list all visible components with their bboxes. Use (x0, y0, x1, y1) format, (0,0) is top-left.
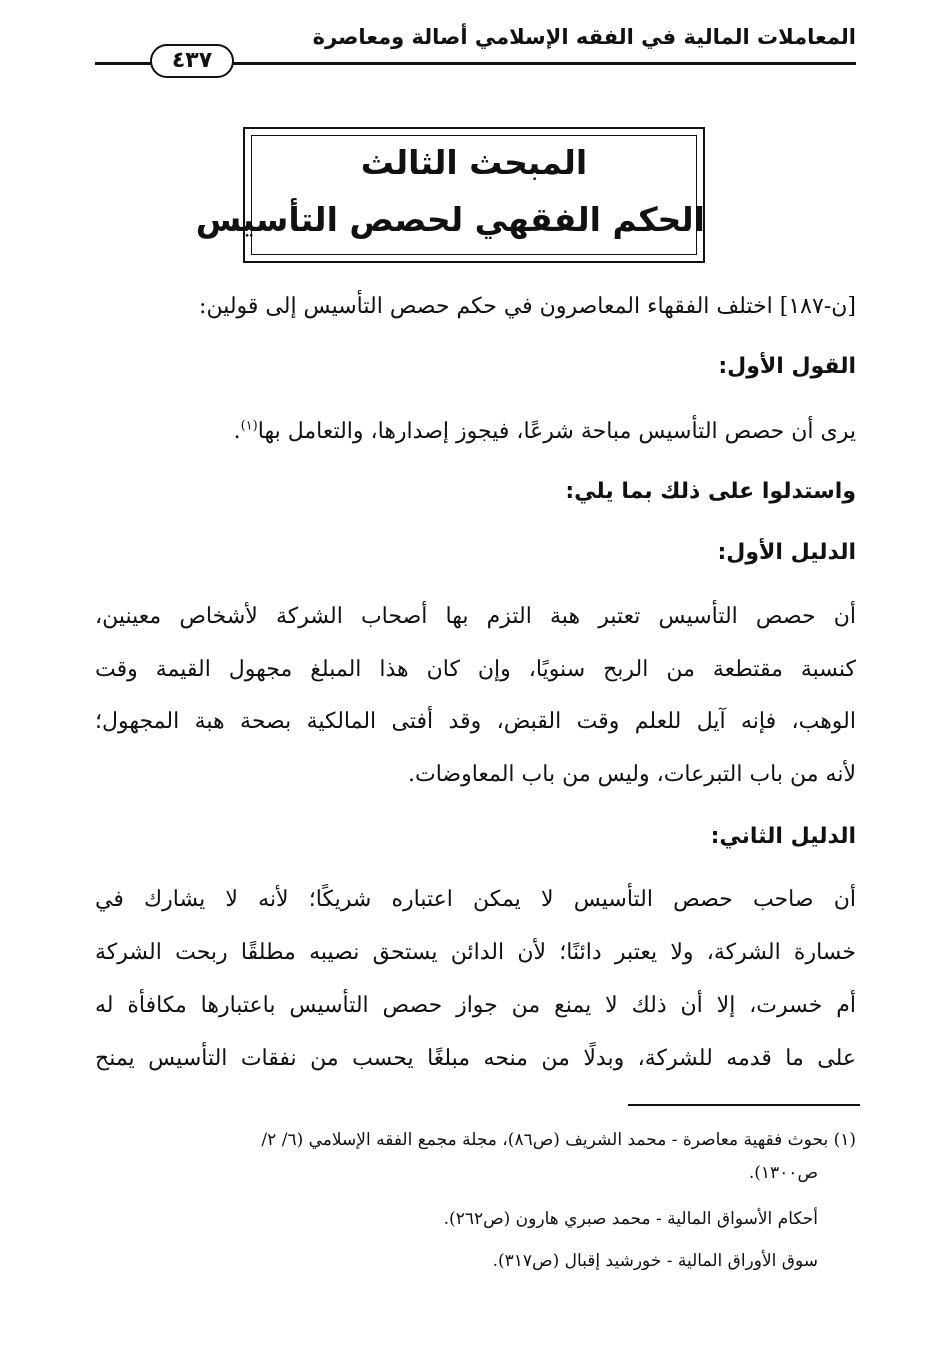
evidence2-line: أم خسرت، إلا أن ذلك لا يمنع من جواز حصص التأسيس باعتبارها مكافأة له (95, 993, 856, 1018)
intro-paragraph: [ن-١٨٧] اختلف الفقهاء المعاصرون في حكم حصص التأسيس إلى قولين: (199, 294, 856, 319)
first-opinion-heading: القول الأول: (718, 354, 856, 379)
evidence2-heading: الدليل الثاني: (710, 824, 856, 849)
footnote-separator (628, 1104, 860, 1106)
first-opinion-period: . (233, 419, 241, 444)
footnote-1: (١) بحوث فقهية معاصرة - محمد الشريف (ص٨٦)، مجلة مجمع الفقه الإسلامي (٦/ ٢/ (261, 1130, 856, 1150)
evidence1-line: الوهب، فإنه آيل للعلم وقت القبض، وقد أفتى المالكية بصحة هبة المجهول؛ (95, 709, 856, 734)
evidence1-line: كنسبة مقتطعة من الربح سنويًا، وإن كان هذا المبلغ مجهول القيمة وقت (95, 657, 856, 682)
footnote-reference-1: (١) (240, 418, 258, 434)
evidence-intro: واستدلوا على ذلك بما يلي: (565, 479, 856, 504)
evidence1-heading: الدليل الأول: (717, 540, 856, 565)
evidence2-line: أن صاحب حصص التأسيس لا يمكن اعتباره شريكًا؛ لأنه لا يشارك في (95, 887, 856, 912)
evidence2-line: خسارة الشركة، ولا يعتبر دائنًا؛ لأن الدائن يستحق نصيبه مطلقًا ربحت الشركة (95, 940, 856, 965)
evidence1-line: لأنه من باب التبرعات، وليس من باب المعاوضات. (407, 762, 856, 787)
evidence2-line: على ما قدمه للشركة، وبدلًا من منحه مبلغًا يحسب من نفقات التأسيس يمنح (95, 1046, 856, 1071)
first-opinion-text (234, 412, 856, 452)
running-header-title: المعاملات المالية في الفقه الإسلامي أصالة ومعاصرة (312, 25, 856, 49)
page-number: ٤٣٧ (150, 44, 234, 78)
footnote-1-continuation: ص١٣٠٠). (748, 1163, 818, 1183)
section-title: الحكم الفقهي لحصص التأسيس (195, 200, 705, 239)
evidence1-line: أن حصص التأسيس تعتبر هبة التزم بها أصحاب الشركة لأشخاص معينين، (95, 604, 856, 629)
footnote-1-source-2: أحكام الأسواق المالية - محمد صبري هارون (ص٢٦٢). (443, 1209, 818, 1229)
first-opinion-sentence: يرى أن حصص التأسيس مباحة شرعًا، فيجوز إصدارها، والتعامل بها (257, 419, 856, 444)
footnote-1-source-3: سوق الأوراق المالية - خورشيد إقبال (ص٣١٧). (492, 1251, 818, 1271)
section-number-title: المبحث الثالث (360, 143, 588, 182)
